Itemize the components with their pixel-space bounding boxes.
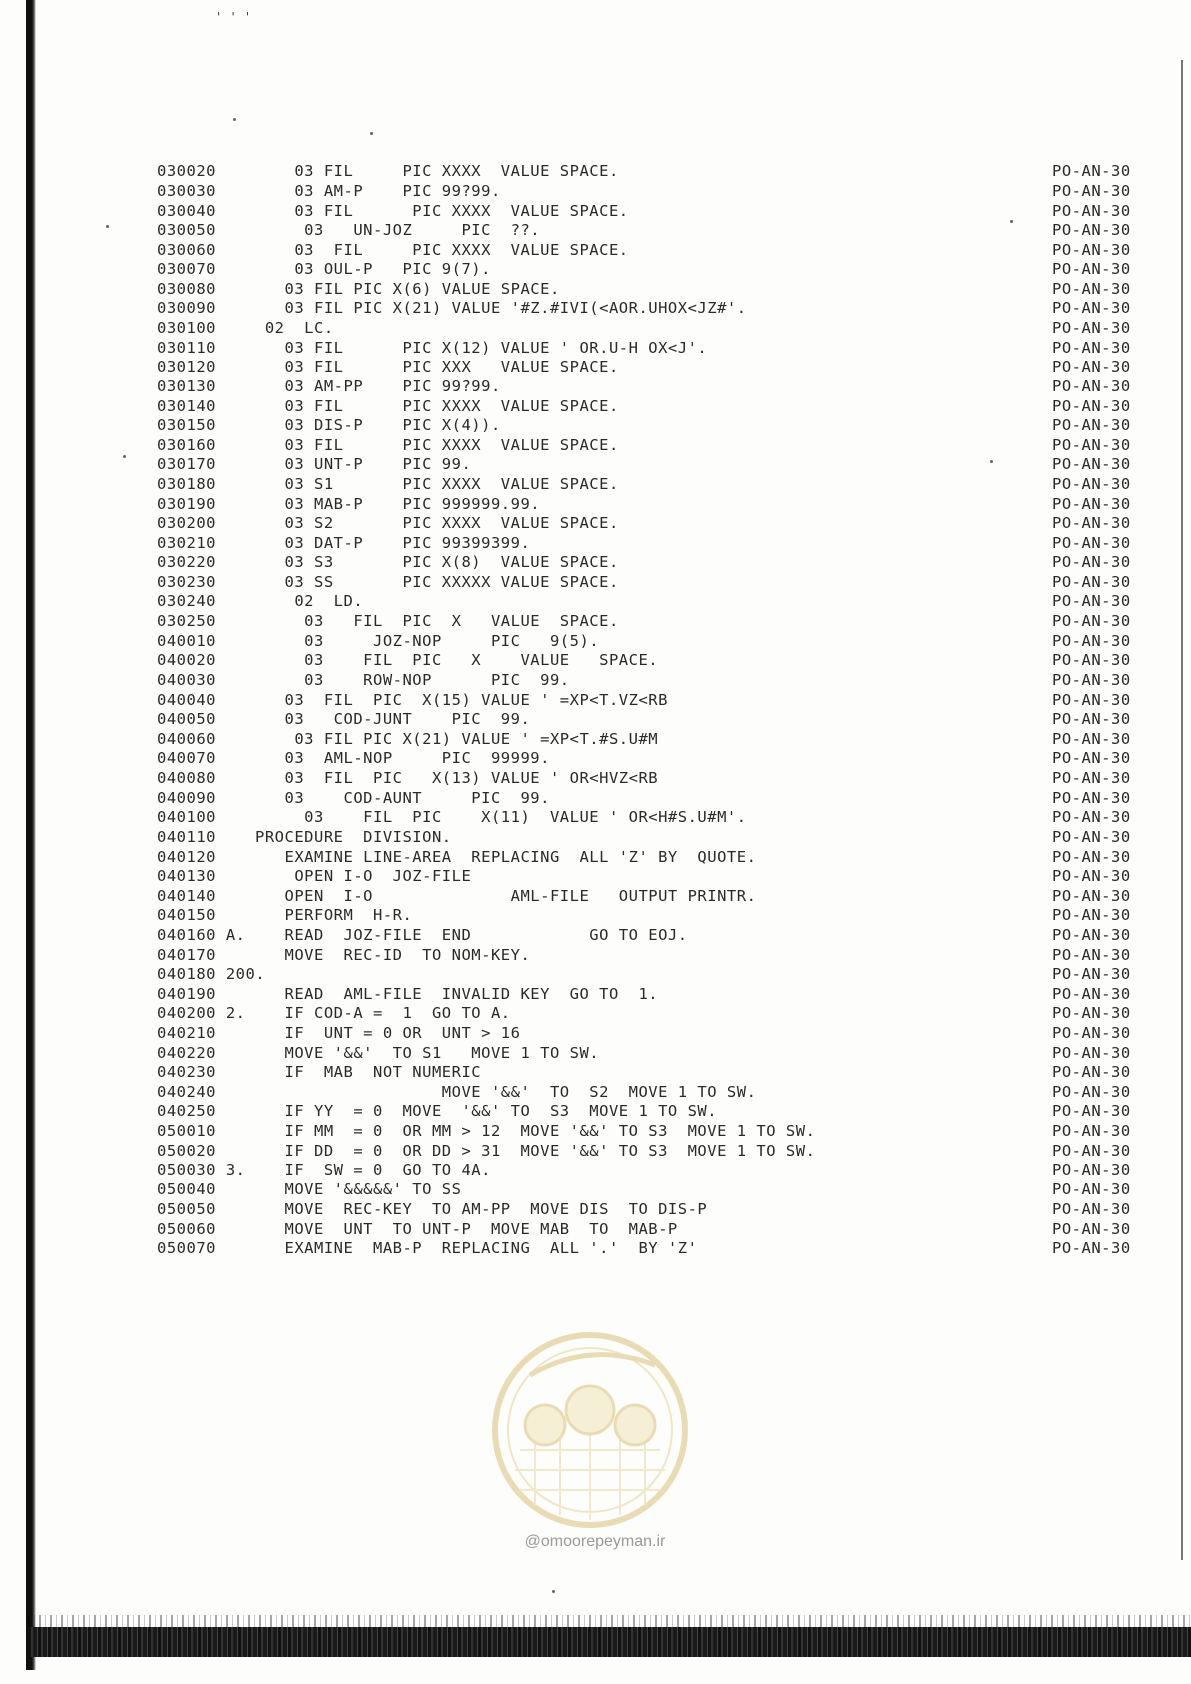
listing-line bbox=[0, 611, 1191, 632]
program-id: PO-AN-30 bbox=[1052, 710, 1131, 728]
code-text: 03 AM-PP PIC 99?99. bbox=[255, 377, 501, 395]
program-id: PO-AN-30 bbox=[1052, 221, 1131, 239]
sequence-number: 030230 bbox=[157, 573, 216, 591]
code-text: 03 S3 PIC X(8) VALUE SPACE. bbox=[255, 553, 619, 571]
sequence-number: 030130 bbox=[157, 377, 216, 395]
program-id: PO-AN-30 bbox=[1052, 553, 1131, 571]
listing-line bbox=[0, 788, 1191, 809]
listing-line bbox=[0, 513, 1191, 534]
sequence-number: 030040 bbox=[157, 202, 216, 220]
program-id: PO-AN-30 bbox=[1052, 769, 1131, 787]
program-id: PO-AN-30 bbox=[1052, 416, 1131, 434]
listing-line bbox=[0, 670, 1191, 691]
sequence-number: 040140 bbox=[157, 887, 216, 905]
code-text: 03 MAB-P PIC 999999.99. bbox=[255, 495, 541, 513]
listing-line bbox=[0, 1082, 1191, 1103]
listing-line bbox=[0, 886, 1191, 907]
program-id: PO-AN-30 bbox=[1052, 202, 1131, 220]
listing-line bbox=[0, 161, 1191, 182]
program-id: PO-AN-30 bbox=[1052, 1063, 1131, 1081]
code-text: IF DD = 0 OR DD > 31 MOVE '&&' TO S3 MOVE 1 TO SW. bbox=[255, 1142, 816, 1160]
sequence-number: 050040 bbox=[157, 1180, 216, 1198]
listing-line bbox=[0, 709, 1191, 730]
listing-line bbox=[0, 748, 1191, 769]
program-id: PO-AN-30 bbox=[1052, 260, 1131, 278]
listing-line bbox=[0, 201, 1191, 222]
sequence-number: 040150 bbox=[157, 906, 216, 924]
code-text: 03 UN-JOZ PIC ??. bbox=[255, 221, 541, 239]
listing-line bbox=[0, 1179, 1191, 1200]
program-id: PO-AN-30 bbox=[1052, 1200, 1131, 1218]
code-text: MOVE REC-ID TO NOM-KEY. bbox=[255, 946, 531, 964]
listing-line bbox=[0, 357, 1191, 378]
code-text: READ AML-FILE INVALID KEY GO TO 1. bbox=[255, 985, 659, 1003]
sequence-number: 040110 bbox=[157, 828, 216, 846]
code-text: 03 FIL PIC XXX VALUE SPACE. bbox=[255, 358, 619, 376]
sequence-number: 040080 bbox=[157, 769, 216, 787]
program-id: PO-AN-30 bbox=[1052, 691, 1131, 709]
listing-line bbox=[0, 631, 1191, 652]
listing-line bbox=[0, 435, 1191, 456]
listing-line bbox=[0, 807, 1191, 828]
listing-line bbox=[0, 318, 1191, 339]
code-text: IF YY = 0 MOVE '&&' TO S3 MOVE 1 TO SW. bbox=[255, 1102, 718, 1120]
code-text: 02 LC. bbox=[255, 319, 334, 337]
program-id: PO-AN-30 bbox=[1052, 475, 1131, 493]
code-text: 03 FIL PIC XXXX VALUE SPACE. bbox=[255, 436, 619, 454]
listing-line bbox=[0, 181, 1191, 202]
sequence-number: 040070 bbox=[157, 749, 216, 767]
program-id: PO-AN-30 bbox=[1052, 358, 1131, 376]
listing-line bbox=[0, 240, 1191, 261]
program-id: PO-AN-30 bbox=[1052, 397, 1131, 415]
sequence-number: 030220 bbox=[157, 553, 216, 571]
sequence-number: 040180 200. bbox=[157, 965, 266, 983]
code-text: IF MAB NOT NUMERIC bbox=[255, 1063, 482, 1081]
listing-line bbox=[0, 376, 1191, 397]
listing-line bbox=[0, 591, 1191, 612]
code-text: IF UNT = 0 OR UNT > 16 bbox=[255, 1024, 521, 1042]
sequence-number: 030140 bbox=[157, 397, 216, 415]
program-id: PO-AN-30 bbox=[1052, 887, 1131, 905]
listing-line bbox=[0, 1199, 1191, 1220]
code-text: 03 COD-AUNT PIC 99. bbox=[255, 789, 550, 807]
code-text: 03 UNT-P PIC 99. bbox=[255, 455, 472, 473]
program-id: PO-AN-30 bbox=[1052, 1083, 1131, 1101]
sequence-number: 040100 bbox=[157, 808, 216, 826]
listing-line bbox=[0, 1062, 1191, 1083]
listing-line bbox=[0, 298, 1191, 319]
code-text: 03 FIL PIC X(21) VALUE ' =XP<T.#S.U#M bbox=[255, 730, 659, 748]
sequence-number: 030240 bbox=[157, 592, 216, 610]
code-text: 03 FIL PIC X(13) VALUE ' OR<HVZ<RB bbox=[255, 769, 659, 787]
sequence-number: 040250 bbox=[157, 1102, 216, 1120]
code-text: PERFORM H-R. bbox=[255, 906, 413, 924]
program-id: PO-AN-30 bbox=[1052, 377, 1131, 395]
listing-line bbox=[0, 494, 1191, 515]
sequence-number: 040030 bbox=[157, 671, 216, 689]
listing-line bbox=[0, 768, 1191, 789]
code-text: MOVE '&&' TO S2 MOVE 1 TO SW. bbox=[255, 1083, 757, 1101]
sequence-number: 040230 bbox=[157, 1063, 216, 1081]
code-text: MOVE REC-KEY TO AM-PP MOVE DIS TO DIS-P bbox=[255, 1200, 708, 1218]
program-id: PO-AN-30 bbox=[1052, 455, 1131, 473]
sequence-number: 040060 bbox=[157, 730, 216, 748]
code-text: MOVE '&&' TO S1 MOVE 1 TO SW. bbox=[255, 1044, 600, 1062]
listing-line bbox=[0, 1238, 1191, 1259]
code-text: 03 FIL PIC X VALUE SPACE. bbox=[255, 651, 659, 669]
scan-speck bbox=[233, 118, 236, 121]
code-text: OPEN I-O AML-FILE OUTPUT PRINTR. bbox=[255, 887, 757, 905]
listing-line bbox=[0, 905, 1191, 926]
sequence-number: 040040 bbox=[157, 691, 216, 709]
program-id: PO-AN-30 bbox=[1052, 632, 1131, 650]
listing-line bbox=[0, 729, 1191, 750]
program-id: PO-AN-30 bbox=[1052, 1239, 1131, 1257]
sequence-number: 050020 bbox=[157, 1142, 216, 1160]
sequence-number: 030090 bbox=[157, 299, 216, 317]
listing-line bbox=[0, 474, 1191, 495]
listing-line bbox=[0, 1023, 1191, 1044]
code-text: 03 DIS-P PIC X(4)). bbox=[255, 416, 501, 434]
program-id: PO-AN-30 bbox=[1052, 573, 1131, 591]
listing-line bbox=[0, 572, 1191, 593]
code-text: 03 FIL PIC X VALUE SPACE. bbox=[255, 612, 619, 630]
program-id: PO-AN-30 bbox=[1052, 280, 1131, 298]
sequence-number: 030110 bbox=[157, 339, 216, 357]
sequence-number: 030020 bbox=[157, 162, 216, 180]
sequence-number: 040220 bbox=[157, 1044, 216, 1062]
program-id: PO-AN-30 bbox=[1052, 1122, 1131, 1140]
listing-line bbox=[0, 1160, 1191, 1181]
sequence-number: 040240 bbox=[157, 1083, 216, 1101]
sequence-number: 030150 bbox=[157, 416, 216, 434]
listing-line bbox=[0, 650, 1191, 671]
sequence-number: 030180 bbox=[157, 475, 216, 493]
header-marks: ' ' ' bbox=[215, 10, 252, 24]
listing-line bbox=[0, 533, 1191, 554]
sequence-number: 030160 bbox=[157, 436, 216, 454]
code-text: 03 FIL PIC XXXX VALUE SPACE. bbox=[255, 397, 619, 415]
sequence-number: 040010 bbox=[157, 632, 216, 650]
sequence-number: 040170 bbox=[157, 946, 216, 964]
sequence-number: 040200 2. bbox=[157, 1004, 246, 1022]
sequence-number: 030050 bbox=[157, 221, 216, 239]
program-id: PO-AN-30 bbox=[1052, 1044, 1131, 1062]
listing-line bbox=[0, 925, 1191, 946]
code-text: EXAMINE LINE-AREA REPLACING ALL 'Z' BY QUOTE. bbox=[255, 848, 757, 866]
program-id: PO-AN-30 bbox=[1052, 534, 1131, 552]
sequence-number: 040020 bbox=[157, 651, 216, 669]
sequence-number: 030210 bbox=[157, 534, 216, 552]
watermark-logo-icon bbox=[490, 1320, 690, 1530]
program-id: PO-AN-30 bbox=[1052, 592, 1131, 610]
listing-line bbox=[0, 415, 1191, 436]
sequence-number: 030190 bbox=[157, 495, 216, 513]
listing-line bbox=[0, 964, 1191, 985]
program-id: PO-AN-30 bbox=[1052, 1161, 1131, 1179]
watermark-site-text: @omoorepeyman.ir bbox=[524, 1533, 666, 1550]
sequence-number: 030250 bbox=[157, 612, 216, 630]
listing-line bbox=[0, 454, 1191, 475]
program-id: PO-AN-30 bbox=[1052, 671, 1131, 689]
sequence-number: 030030 bbox=[157, 182, 216, 200]
code-text: 03 FIL PIC X(15) VALUE ' =XP<T.VZ<RB bbox=[255, 691, 668, 709]
program-id: PO-AN-30 bbox=[1052, 808, 1131, 826]
listing-line bbox=[0, 690, 1191, 711]
program-id: PO-AN-30 bbox=[1052, 436, 1131, 454]
scan-speck bbox=[370, 132, 373, 135]
code-text: PROCEDURE DIVISION. bbox=[255, 828, 452, 846]
program-id: PO-AN-30 bbox=[1052, 182, 1131, 200]
program-id: PO-AN-30 bbox=[1052, 1220, 1131, 1238]
program-id: PO-AN-30 bbox=[1052, 1180, 1131, 1198]
code-text: 03 FIL PIC X(6) VALUE SPACE. bbox=[255, 280, 560, 298]
listing-line bbox=[0, 945, 1191, 966]
program-id: PO-AN-30 bbox=[1052, 651, 1131, 669]
code-text: 03 FIL PIC X(11) VALUE ' OR<H#S.U#M'. bbox=[255, 808, 747, 826]
program-id: PO-AN-30 bbox=[1052, 749, 1131, 767]
program-id: PO-AN-30 bbox=[1052, 1142, 1131, 1160]
program-id: PO-AN-30 bbox=[1052, 514, 1131, 532]
sequence-number: 030070 bbox=[157, 260, 216, 278]
scan-bottom-border bbox=[28, 1627, 1191, 1657]
listing-line bbox=[0, 1219, 1191, 1240]
code-text: 03 SS PIC XXXXX VALUE SPACE. bbox=[255, 573, 619, 591]
program-id: PO-AN-30 bbox=[1052, 1004, 1131, 1022]
code-text: 03 AM-P PIC 99?99. bbox=[255, 182, 501, 200]
program-id: PO-AN-30 bbox=[1052, 1024, 1131, 1042]
program-id: PO-AN-30 bbox=[1052, 906, 1131, 924]
code-text: 03 DAT-P PIC 99399399. bbox=[255, 534, 531, 552]
code-text: EXAMINE MAB-P REPLACING ALL '.' BY 'Z' bbox=[255, 1239, 698, 1257]
sequence-number: 030060 bbox=[157, 241, 216, 259]
sequence-number: 040130 bbox=[157, 867, 216, 885]
code-text: MOVE '&&&&&' TO SS bbox=[255, 1180, 462, 1198]
listing-line bbox=[0, 279, 1191, 300]
sequence-number: 030100 bbox=[157, 319, 216, 337]
sequence-number: 050030 3. bbox=[157, 1161, 246, 1179]
code-text: 03 ROW-NOP PIC 99. bbox=[255, 671, 570, 689]
sequence-number: 030080 bbox=[157, 280, 216, 298]
code-text: 03 JOZ-NOP PIC 9(5). bbox=[255, 632, 600, 650]
code-text: 03 FIL PIC XXXX VALUE SPACE. bbox=[255, 241, 629, 259]
code-text: IF SW = 0 GO TO 4A. bbox=[255, 1161, 491, 1179]
listing-line bbox=[0, 1003, 1191, 1024]
program-id: PO-AN-30 bbox=[1052, 339, 1131, 357]
listing-line bbox=[0, 220, 1191, 241]
program-id: PO-AN-30 bbox=[1052, 299, 1131, 317]
listing-line bbox=[0, 1121, 1191, 1142]
listing-line bbox=[0, 338, 1191, 359]
sequence-number: 030200 bbox=[157, 514, 216, 532]
code-text: OPEN I-O JOZ-FILE bbox=[255, 867, 472, 885]
program-id: PO-AN-30 bbox=[1052, 965, 1131, 983]
sequence-number: 050050 bbox=[157, 1200, 216, 1218]
program-id: PO-AN-30 bbox=[1052, 730, 1131, 748]
sequence-number: 040160 A. bbox=[157, 926, 246, 944]
program-id: PO-AN-30 bbox=[1052, 241, 1131, 259]
listing-line bbox=[0, 1043, 1191, 1064]
sequence-number: 050060 bbox=[157, 1220, 216, 1238]
program-id: PO-AN-30 bbox=[1052, 789, 1131, 807]
sequence-number: 030170 bbox=[157, 455, 216, 473]
program-id: PO-AN-30 bbox=[1052, 867, 1131, 885]
listing-line bbox=[0, 827, 1191, 848]
program-id: PO-AN-30 bbox=[1052, 946, 1131, 964]
sequence-number: 040090 bbox=[157, 789, 216, 807]
code-text: IF COD-A = 1 GO TO A. bbox=[255, 1004, 511, 1022]
code-text: 03 COD-JUNT PIC 99. bbox=[255, 710, 531, 728]
code-text: 03 FIL PIC X(21) VALUE '#Z.#IVI(<AOR.UHOX<JZ#'. bbox=[255, 299, 747, 317]
code-text: MOVE UNT TO UNT-P MOVE MAB TO MAB-P bbox=[255, 1220, 678, 1238]
program-id: PO-AN-30 bbox=[1052, 495, 1131, 513]
code-text: IF MM = 0 OR MM > 12 MOVE '&&' TO S3 MOVE 1 TO SW. bbox=[255, 1122, 816, 1140]
listing-line bbox=[0, 984, 1191, 1005]
sequence-number: 040210 bbox=[157, 1024, 216, 1042]
sequence-number: 050010 bbox=[157, 1122, 216, 1140]
code-text: 03 FIL PIC XXXX VALUE SPACE. bbox=[255, 202, 629, 220]
listing-line bbox=[0, 396, 1191, 417]
scan-speck bbox=[552, 1590, 555, 1593]
listing-line bbox=[0, 259, 1191, 280]
program-id: PO-AN-30 bbox=[1052, 926, 1131, 944]
code-text: 03 S1 PIC XXXX VALUE SPACE. bbox=[255, 475, 619, 493]
code-text: 03 FIL PIC X(12) VALUE ' OR.U-H OX<J'. bbox=[255, 339, 708, 357]
program-id: PO-AN-30 bbox=[1052, 828, 1131, 846]
code-text: 03 AML-NOP PIC 99999. bbox=[255, 749, 550, 767]
sequence-number: 040120 bbox=[157, 848, 216, 866]
code-text: READ JOZ-FILE END GO TO EOJ. bbox=[255, 926, 688, 944]
sequence-number: 050070 bbox=[157, 1239, 216, 1257]
sequence-number: 030120 bbox=[157, 358, 216, 376]
listing-line bbox=[0, 866, 1191, 887]
listing-line bbox=[0, 1101, 1191, 1122]
listing-line bbox=[0, 552, 1191, 573]
sequence-number: 040190 bbox=[157, 985, 216, 1003]
listing-line bbox=[0, 1141, 1191, 1162]
code-text: 03 FIL PIC XXXX VALUE SPACE. bbox=[255, 162, 619, 180]
program-id: PO-AN-30 bbox=[1052, 985, 1131, 1003]
program-id: PO-AN-30 bbox=[1052, 162, 1131, 180]
scan-bottom-noise bbox=[28, 1615, 1191, 1627]
sequence-number: 040050 bbox=[157, 710, 216, 728]
code-text: 02 LD. bbox=[255, 592, 364, 610]
code-text: 03 OUL-P PIC 9(7). bbox=[255, 260, 491, 278]
program-id: PO-AN-30 bbox=[1052, 1102, 1131, 1120]
program-id: PO-AN-30 bbox=[1052, 612, 1131, 630]
program-id: PO-AN-30 bbox=[1052, 319, 1131, 337]
program-id: PO-AN-30 bbox=[1052, 848, 1131, 866]
listing-line bbox=[0, 847, 1191, 868]
code-text: 03 S2 PIC XXXX VALUE SPACE. bbox=[255, 514, 619, 532]
